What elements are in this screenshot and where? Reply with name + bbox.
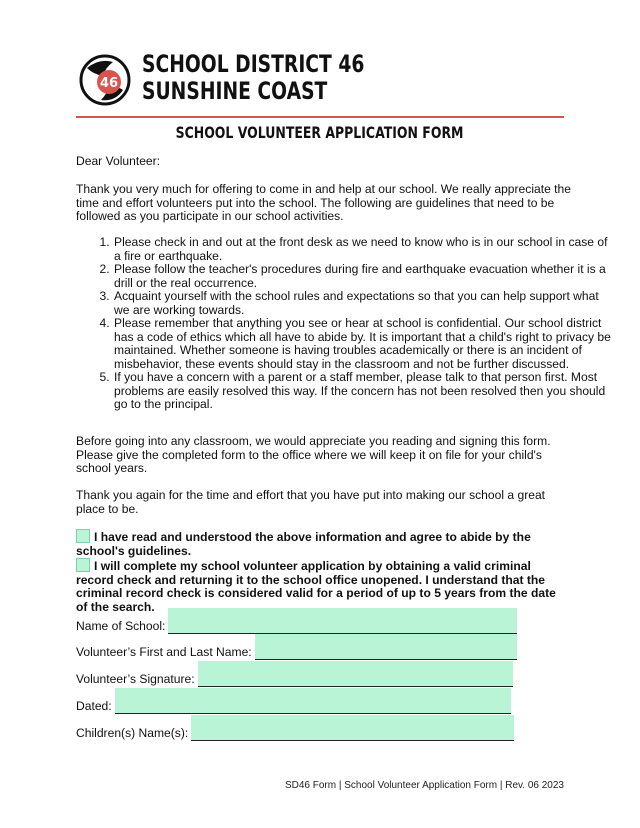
form-title: SCHOOL VOLUNTEER APPLICATION FORM [176, 123, 464, 142]
intro-paragraph: Thank you very much for offering to come in and help at our school. We really appreciate the time and effort volunteers put into the school. The following are guidelines that need to be followed as you participate in our school activities. [76, 182, 571, 223]
guideline-item: 1. Please check in and out at the front desk as we need to know who is in our school in case of a fire or earthquake. [113, 236, 613, 263]
agreements [76, 529, 566, 614]
signature-row [76, 661, 518, 687]
agree-guidelines-label: I have read and understood the above information and agree to abide by the school's guidelines. [76, 530, 531, 558]
children-input[interactable] [191, 715, 514, 741]
agree-guidelines-checkbox[interactable] [76, 529, 90, 543]
guideline-item: 5. If you have a concern with a parent or a staff member, please talk to that person first. Most problems are easily resolved this way. If the concern has not been resolved then you should go to the principal. [113, 371, 613, 412]
criminal-check-checkbox[interactable] [76, 558, 90, 572]
district-name [142, 51, 364, 105]
volunteer-name-input[interactable] [255, 634, 517, 660]
children-row [76, 715, 518, 741]
volunteer-name-row [76, 634, 518, 660]
header-divider [76, 116, 564, 118]
school-name-row [76, 608, 518, 634]
children-label: Children(s) Name(s): [76, 726, 189, 740]
guideline-item: 4. Please remember that anything you see or hear at school is confidential. Our school district has a code of ethics which all have to abide by. It is important that a child's right to privacy be maintained. Whether someone is having troubles academically or there is an incident of misbehavior, these events should stay in the classroom and not be further discussed. [113, 317, 613, 371]
district-line-2: SUNSHINE COAST [142, 77, 328, 105]
agreement-guidelines [76, 529, 566, 558]
logo-text: 46 [99, 76, 119, 91]
salutation: Dear Volunteer: [76, 154, 161, 168]
school-name-label: Name of School: [76, 619, 166, 633]
thanks-paragraph: Thank you again for the time and effort that you have put into making our school a great place to be. [76, 488, 546, 516]
dated-row [76, 688, 518, 714]
footer: SD46 Form | School Volunteer Application Form | Rev. 06 2023 [284, 780, 564, 791]
criminal-check-label: I will complete my school volunteer application by obtaining a valid criminal record check and returning it to the school office unopened. I understand that the criminal record check is considered valid for a period of up to 5 years from the date of the search. [76, 559, 556, 614]
guideline-item: 3. Acquaint yourself with the school rules and expectations so that you can help support what we are working towards. [113, 290, 613, 317]
district-logo [79, 54, 131, 106]
dated-label: Dated: [76, 699, 112, 713]
district-line-1: SCHOOL DISTRICT 46 [142, 50, 365, 78]
guidelines-list [76, 236, 613, 412]
dated-input[interactable] [115, 688, 511, 714]
before-classroom-paragraph: Before going into any classroom, we would appreciate you reading and signing this form. Please give the completed form to the office where we will keep it on file for your child's school years. [76, 434, 551, 475]
signature-label: Volunteer’s Signature: [76, 672, 195, 686]
signature-input[interactable] [198, 661, 513, 687]
school-name-input[interactable] [168, 608, 517, 634]
volunteer-name-label: Volunteer’s First and Last Name: [76, 645, 252, 659]
guideline-item: 2. Please follow the teacher's procedures during fire and earthquake evacuation whether it is a drill or the real occurrence. [113, 263, 613, 290]
agreement-criminal-check [76, 558, 566, 614]
